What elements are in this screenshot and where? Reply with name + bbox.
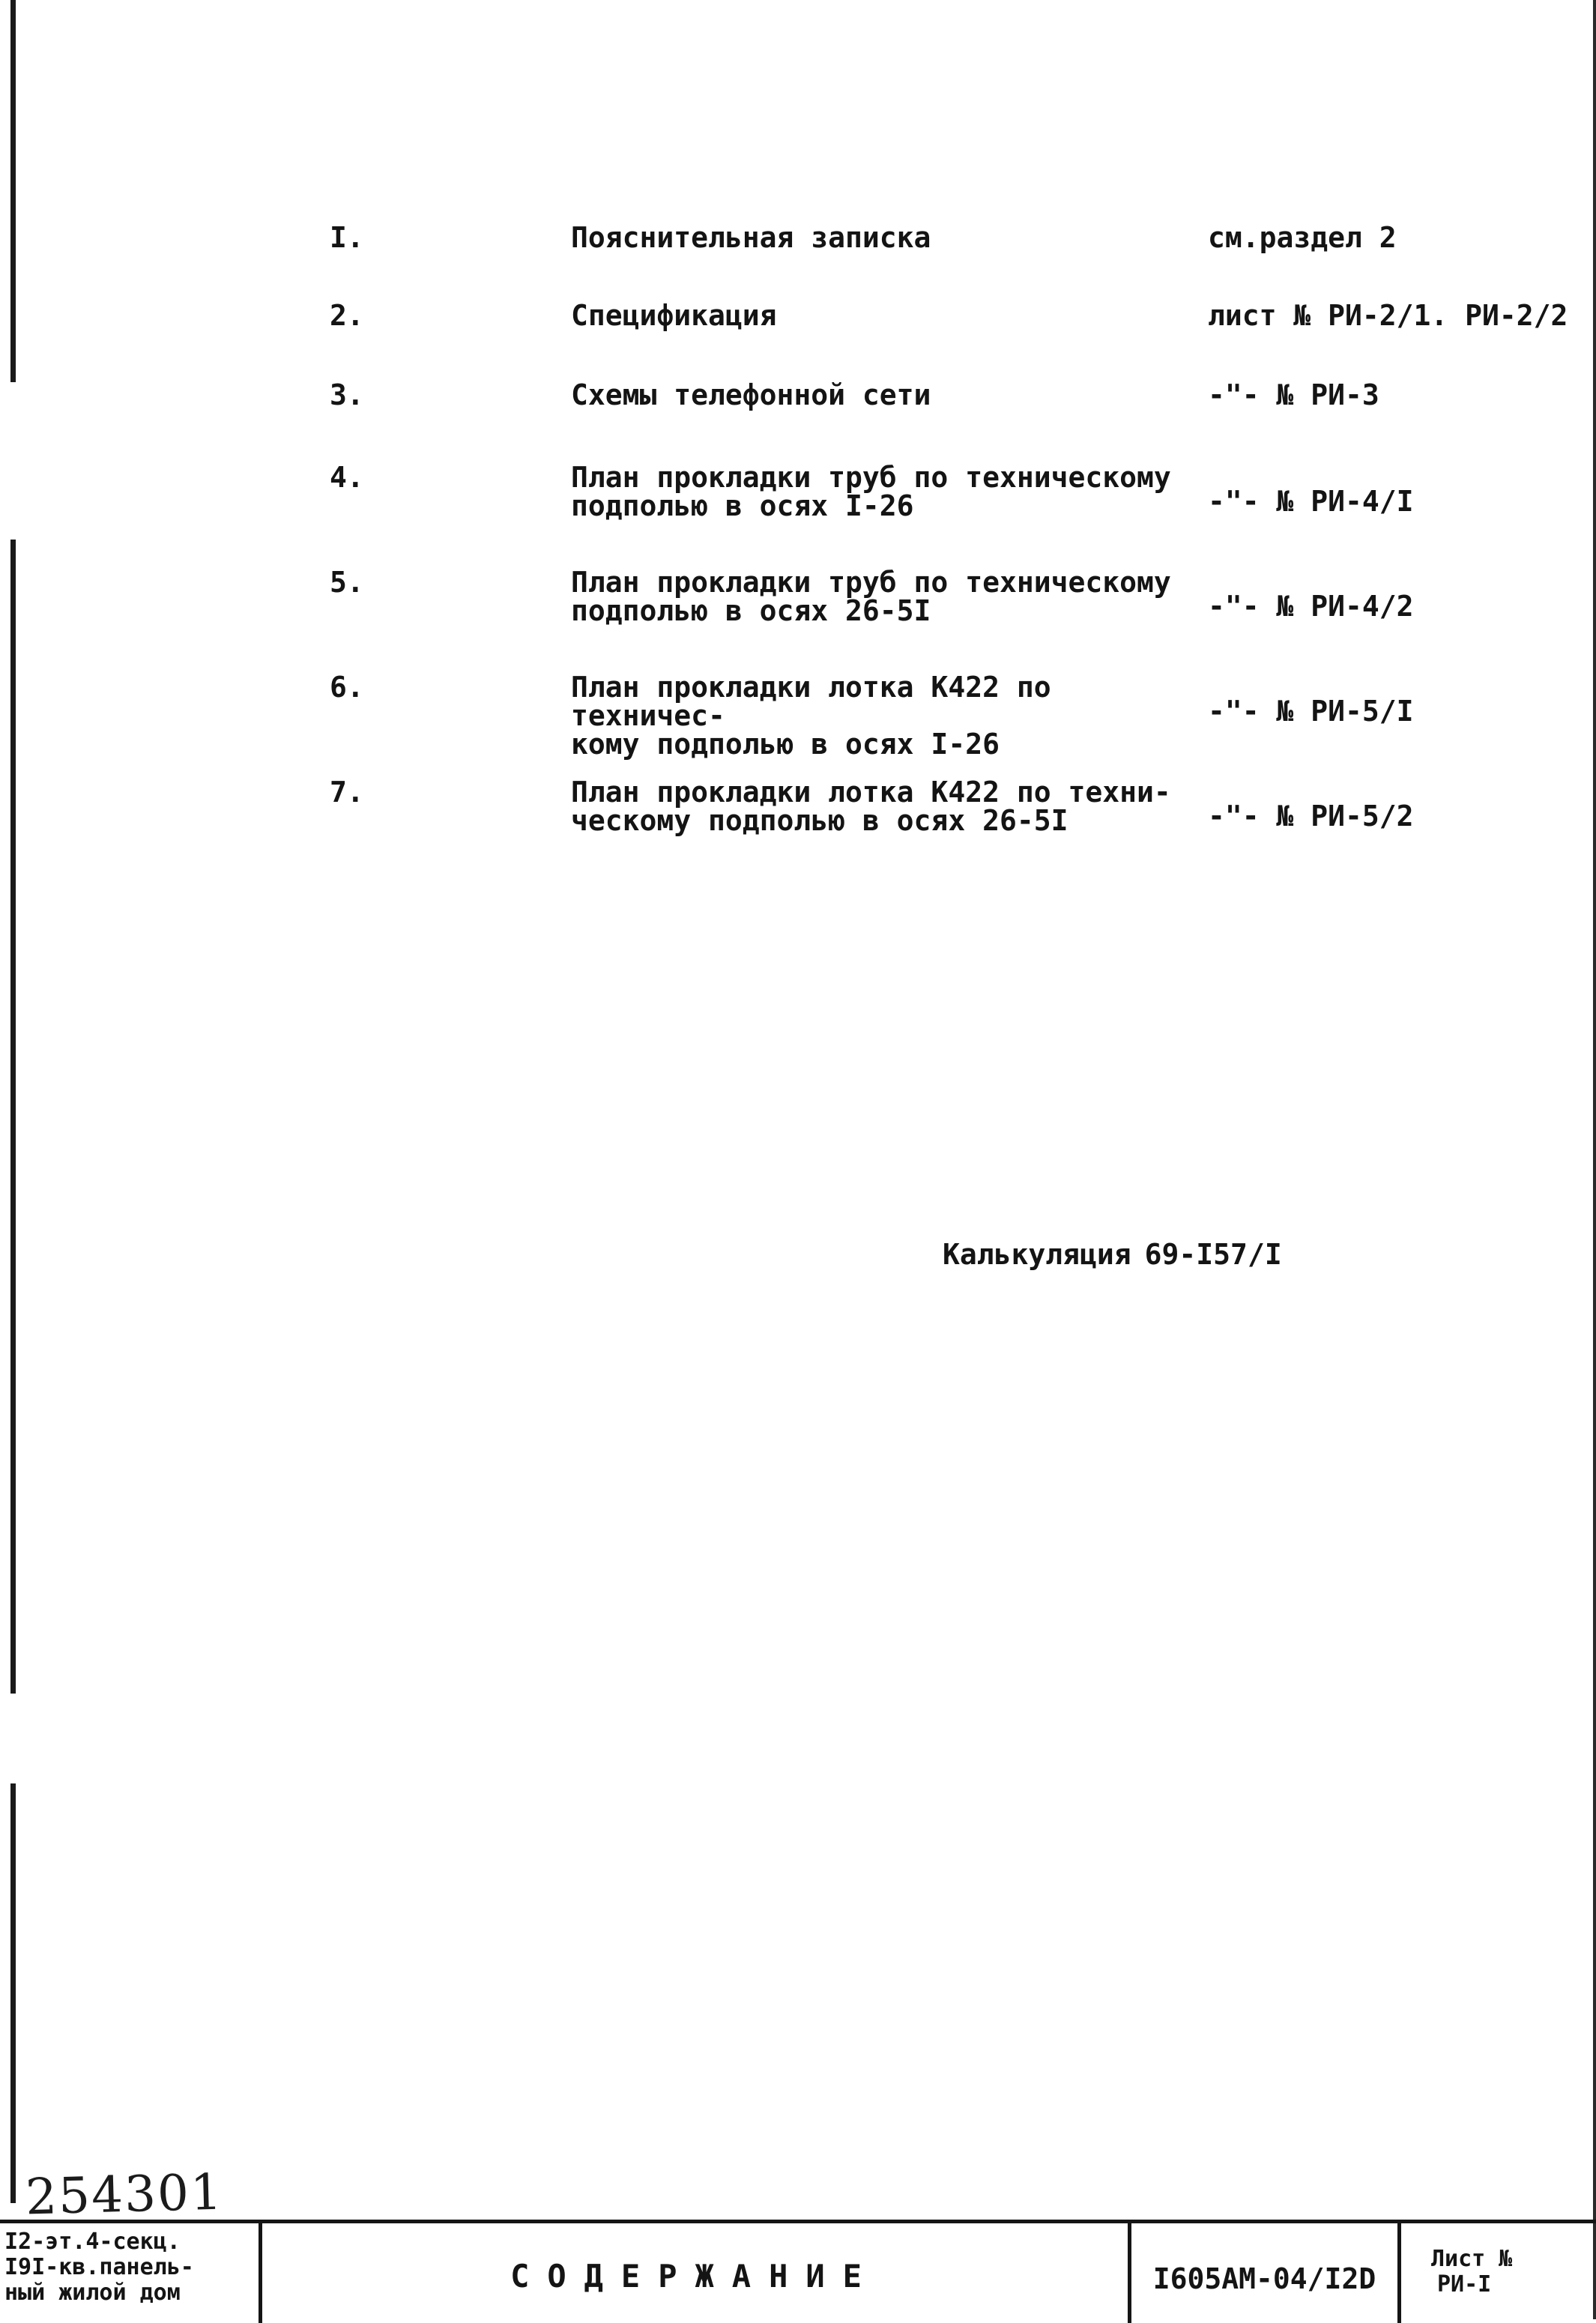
toc-title: Схемы телефонной сети [571,378,931,411]
document-title: СОДЕРЖАНИЕ [510,2258,880,2295]
toc-reference: -"- № РИ-4/2 [1208,590,1414,623]
toc-reference: -"- № РИ-3 [1208,378,1379,411]
handwritten-archive-number: 254301 [25,2163,224,2226]
sheet-number-cell [1401,2223,1596,2323]
toc-number: 3. [330,378,364,411]
toc-number: 4. [330,461,364,494]
toc-reference: -"- № РИ-5/2 [1208,800,1414,833]
toc-reference: -"- № РИ-4/I [1208,485,1414,518]
sheet-value: РИ-I [1437,2271,1492,2298]
toc-number: I. [330,221,364,254]
calculation-reference [943,1238,1296,1271]
object-line: I9I-кв.панель- [4,2254,194,2280]
toc-title: План прокладки труб по техническому подполью в осях I-26 [571,461,1171,522]
document-code-cell [1131,2223,1401,2323]
toc-title: План прокладки лотка К422 по техничес- кому подполью в осях I-26 [571,671,1051,761]
toc-number: 7. [330,776,364,809]
document-title-cell [262,2223,1131,2323]
calculation-label: Калькуляция [943,1238,1131,1271]
object-line: ный жилой дом [4,2280,181,2306]
toc-title: План прокладки труб по техническому подполью в осях 26-5I [571,566,1171,627]
toc-title: Пояснительная записка [571,221,931,254]
toc-title: План прокладки лотка К422 по техни- ческому подполью в осях 26-5I [571,776,1171,837]
toc-reference: см.раздел 2 [1208,221,1397,254]
toc-number: 6. [330,671,364,704]
toc-number: 2. [330,299,364,332]
toc-number: 5. [330,566,364,599]
calculation-value: 69-I57/I [1144,1238,1282,1271]
right-margin-line [1593,0,1596,2319]
object-description-cell [0,2223,262,2323]
toc-reference: -"- № РИ-5/I [1208,695,1414,728]
sheet-label: Лист № [1431,2246,1513,2272]
title-block [0,2220,1596,2319]
toc-title: Спецификация [571,299,777,332]
left-margin-mark [10,0,16,382]
object-line: I2-эт.4-секц. [4,2229,181,2255]
toc-reference: лист № РИ-2/1. РИ-2/2 [1208,299,1568,332]
left-margin-mark [10,1783,16,2203]
document-code: I605АМ-04/I2D [1152,2262,1376,2295]
left-margin-mark [10,540,16,1694]
